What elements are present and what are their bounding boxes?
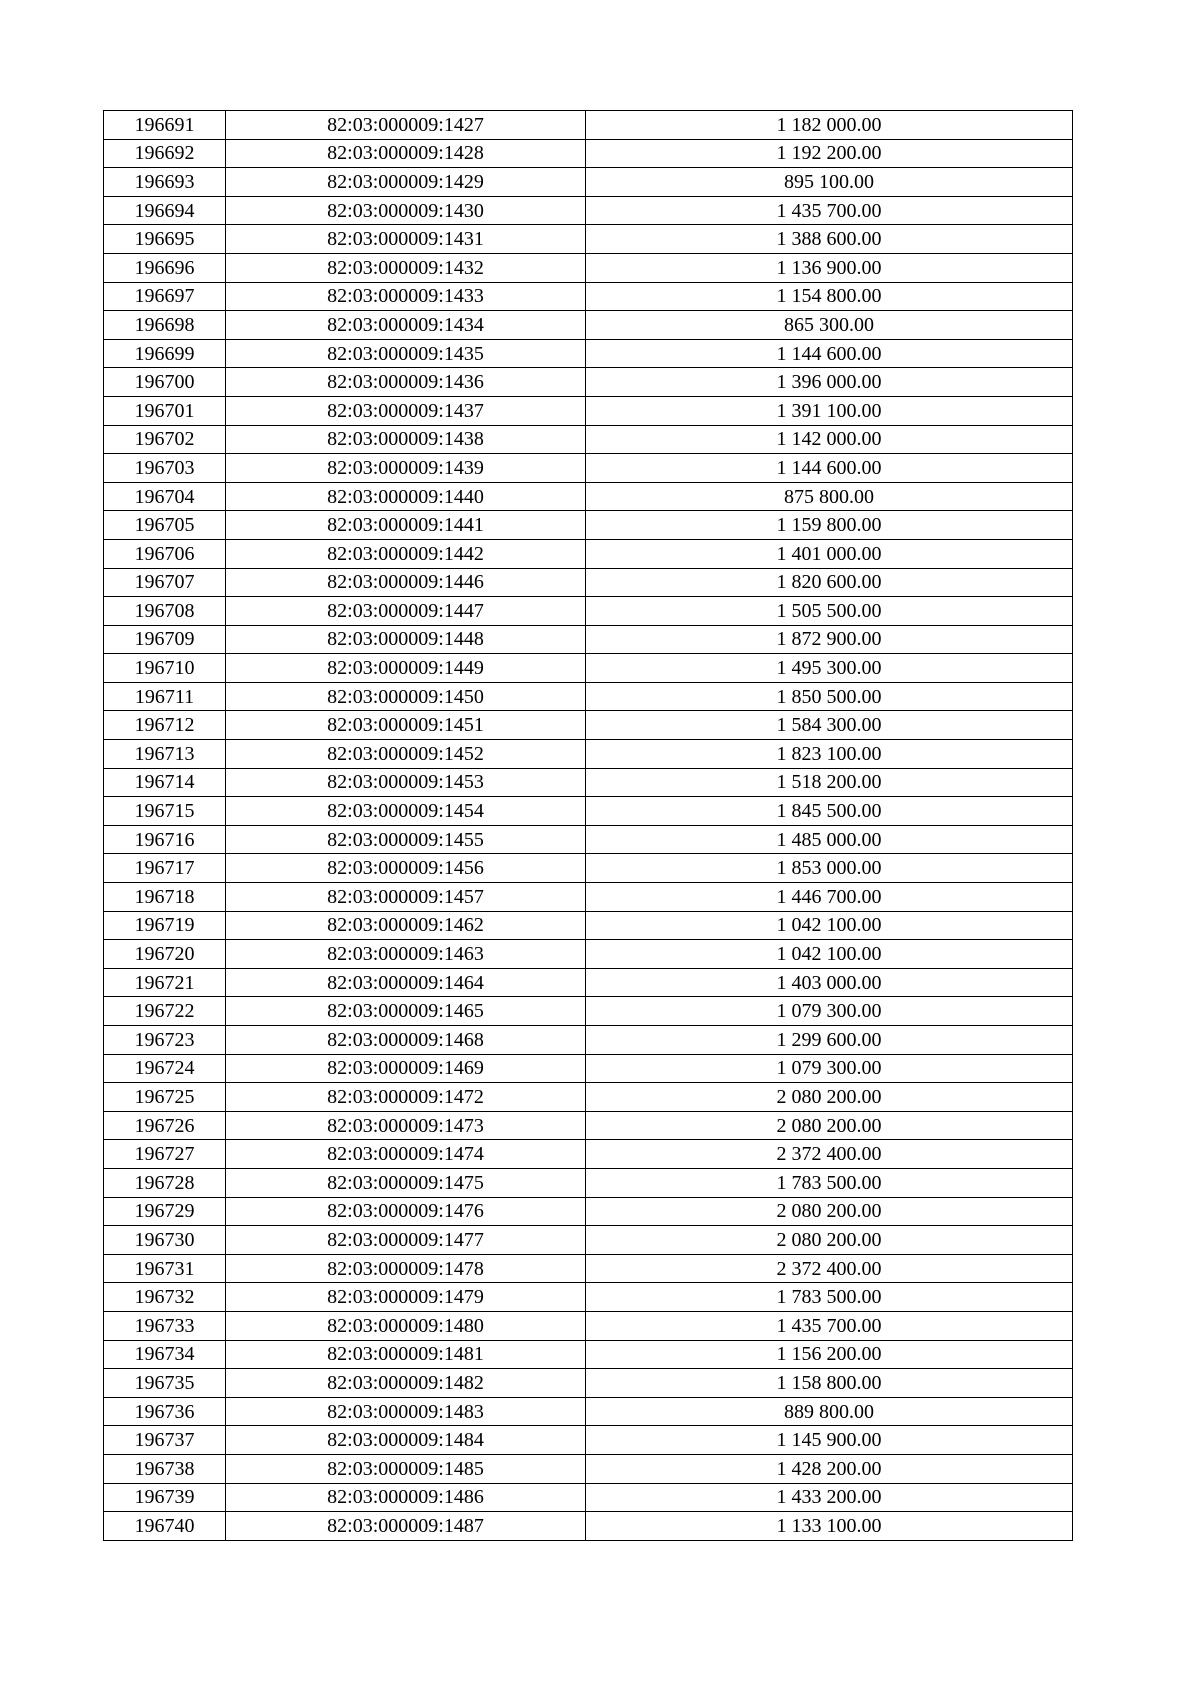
cadastral-number-cell: 82:03:000009:1486 [226, 1483, 586, 1512]
cadastral-value-cell: 1 299 600.00 [586, 1026, 1073, 1055]
table-row [104, 911, 1073, 940]
table-row [104, 339, 1073, 368]
table-row [104, 1226, 1073, 1255]
cadastral-number-cell: 82:03:000009:1481 [226, 1340, 586, 1369]
row-number-cell: 196713 [104, 740, 226, 769]
table-row [104, 597, 1073, 626]
row-number-cell: 196739 [104, 1483, 226, 1512]
cadastral-number-cell: 82:03:000009:1469 [226, 1054, 586, 1083]
cadastral-value-cell: 2 372 400.00 [586, 1140, 1073, 1169]
cadastral-value-cell: 865 300.00 [586, 311, 1073, 340]
row-number-cell: 196709 [104, 625, 226, 654]
table-row [104, 682, 1073, 711]
table-row [104, 1454, 1073, 1483]
cadastral-value-cell: 1 872 900.00 [586, 625, 1073, 654]
cadastral-number-cell: 82:03:000009:1436 [226, 368, 586, 397]
cadastral-value-cell: 1 783 500.00 [586, 1168, 1073, 1197]
cadastral-value-cell: 2 080 200.00 [586, 1197, 1073, 1226]
cadastral-number-cell: 82:03:000009:1482 [226, 1369, 586, 1398]
table-row [104, 111, 1073, 140]
table-row [104, 1283, 1073, 1312]
row-number-cell: 196740 [104, 1512, 226, 1541]
cadastral-value-cell: 1 396 000.00 [586, 368, 1073, 397]
cadastral-value-cell: 1 435 700.00 [586, 196, 1073, 225]
cadastral-value-cell: 1 518 200.00 [586, 768, 1073, 797]
cadastral-value-cell: 1 433 200.00 [586, 1483, 1073, 1512]
cadastral-number-cell: 82:03:000009:1428 [226, 139, 586, 168]
row-number-cell: 196735 [104, 1369, 226, 1398]
table-row [104, 968, 1073, 997]
row-number-cell: 196715 [104, 797, 226, 826]
cadastral-number-cell: 82:03:000009:1477 [226, 1226, 586, 1255]
cadastral-number-cell: 82:03:000009:1432 [226, 253, 586, 282]
table-row [104, 854, 1073, 883]
table-row [104, 997, 1073, 1026]
table-body [104, 111, 1073, 1541]
cadastral-value-cell: 1 391 100.00 [586, 396, 1073, 425]
row-number-cell: 196712 [104, 711, 226, 740]
table-row [104, 225, 1073, 254]
cadastral-value-cell: 1 079 300.00 [586, 1054, 1073, 1083]
cadastral-number-cell: 82:03:000009:1429 [226, 168, 586, 197]
cadastral-value-cell: 1 154 800.00 [586, 282, 1073, 311]
cadastral-number-cell: 82:03:000009:1441 [226, 511, 586, 540]
row-number-cell: 196717 [104, 854, 226, 883]
row-number-cell: 196722 [104, 997, 226, 1026]
cadastral-value-cell: 889 800.00 [586, 1397, 1073, 1426]
cadastral-number-cell: 82:03:000009:1462 [226, 911, 586, 940]
row-number-cell: 196700 [104, 368, 226, 397]
table-row [104, 311, 1073, 340]
cadastral-number-cell: 82:03:000009:1475 [226, 1168, 586, 1197]
cadastral-value-cell: 1 850 500.00 [586, 682, 1073, 711]
cadastral-number-cell: 82:03:000009:1438 [226, 425, 586, 454]
cadastral-value-cell: 1 133 100.00 [586, 1512, 1073, 1541]
cadastral-number-cell: 82:03:000009:1479 [226, 1283, 586, 1312]
cadastral-value-cell: 1 136 900.00 [586, 253, 1073, 282]
cadastral-value-cell: 1 428 200.00 [586, 1454, 1073, 1483]
row-number-cell: 196710 [104, 654, 226, 683]
table-row [104, 282, 1073, 311]
cadastral-value-cell: 1 144 600.00 [586, 454, 1073, 483]
row-number-cell: 196734 [104, 1340, 226, 1369]
row-number-cell: 196691 [104, 111, 226, 140]
row-number-cell: 196723 [104, 1026, 226, 1055]
table-row [104, 1340, 1073, 1369]
cadastral-number-cell: 82:03:000009:1451 [226, 711, 586, 740]
cadastral-value-cell: 1 495 300.00 [586, 654, 1073, 683]
cadastral-number-cell: 82:03:000009:1433 [226, 282, 586, 311]
row-number-cell: 196711 [104, 682, 226, 711]
table-row [104, 1168, 1073, 1197]
cadastral-number-cell: 82:03:000009:1442 [226, 539, 586, 568]
cadastral-value-cell: 1 159 800.00 [586, 511, 1073, 540]
cadastral-value-cell: 2 080 200.00 [586, 1226, 1073, 1255]
cadastral-number-cell: 82:03:000009:1476 [226, 1197, 586, 1226]
cadastral-number-cell: 82:03:000009:1487 [226, 1512, 586, 1541]
cadastral-number-cell: 82:03:000009:1427 [226, 111, 586, 140]
table-row [104, 168, 1073, 197]
table-row [104, 797, 1073, 826]
row-number-cell: 196706 [104, 539, 226, 568]
cadastral-value-cell: 1 079 300.00 [586, 997, 1073, 1026]
table-row [104, 883, 1073, 912]
cadastral-number-cell: 82:03:000009:1448 [226, 625, 586, 654]
row-number-cell: 196696 [104, 253, 226, 282]
row-number-cell: 196697 [104, 282, 226, 311]
cadastral-value-cell: 895 100.00 [586, 168, 1073, 197]
cadastral-value-cell: 1 156 200.00 [586, 1340, 1073, 1369]
table-row [104, 768, 1073, 797]
cadastral-value-cell: 1 042 100.00 [586, 911, 1073, 940]
cadastral-number-cell: 82:03:000009:1434 [226, 311, 586, 340]
table-row [104, 625, 1073, 654]
cadastral-value-cell: 875 800.00 [586, 482, 1073, 511]
table-row [104, 425, 1073, 454]
row-number-cell: 196704 [104, 482, 226, 511]
table-row [104, 711, 1073, 740]
cadastral-number-cell: 82:03:000009:1439 [226, 454, 586, 483]
cadastral-number-cell: 82:03:000009:1435 [226, 339, 586, 368]
table-row [104, 1254, 1073, 1283]
row-number-cell: 196708 [104, 597, 226, 626]
row-number-cell: 196721 [104, 968, 226, 997]
cadastral-number-cell: 82:03:000009:1480 [226, 1311, 586, 1340]
table-row [104, 654, 1073, 683]
cadastral-number-cell: 82:03:000009:1484 [226, 1426, 586, 1455]
row-number-cell: 196716 [104, 825, 226, 854]
cadastral-number-cell: 82:03:000009:1430 [226, 196, 586, 225]
table-row [104, 1397, 1073, 1426]
table-row [104, 454, 1073, 483]
cadastral-number-cell: 82:03:000009:1465 [226, 997, 586, 1026]
table-row [104, 740, 1073, 769]
cadastral-value-table [103, 110, 1073, 1541]
table-row [104, 1311, 1073, 1340]
cadastral-number-cell: 82:03:000009:1455 [226, 825, 586, 854]
cadastral-value-cell: 1 192 200.00 [586, 139, 1073, 168]
table-row [104, 1111, 1073, 1140]
cadastral-value-cell: 1 584 300.00 [586, 711, 1073, 740]
cadastral-number-cell: 82:03:000009:1456 [226, 854, 586, 883]
cadastral-value-cell: 1 182 000.00 [586, 111, 1073, 140]
table-row [104, 1140, 1073, 1169]
row-number-cell: 196699 [104, 339, 226, 368]
row-number-cell: 196720 [104, 940, 226, 969]
row-number-cell: 196698 [104, 311, 226, 340]
cadastral-value-cell: 1 403 000.00 [586, 968, 1073, 997]
cadastral-value-cell: 1 845 500.00 [586, 797, 1073, 826]
cadastral-value-cell: 1 783 500.00 [586, 1283, 1073, 1312]
cadastral-value-cell: 2 080 200.00 [586, 1111, 1073, 1140]
cadastral-number-cell: 82:03:000009:1452 [226, 740, 586, 769]
table-row [104, 511, 1073, 540]
row-number-cell: 196730 [104, 1226, 226, 1255]
cadastral-number-cell: 82:03:000009:1457 [226, 883, 586, 912]
cadastral-number-cell: 82:03:000009:1474 [226, 1140, 586, 1169]
cadastral-number-cell: 82:03:000009:1440 [226, 482, 586, 511]
cadastral-number-cell: 82:03:000009:1437 [226, 396, 586, 425]
cadastral-number-cell: 82:03:000009:1464 [226, 968, 586, 997]
table-row [104, 396, 1073, 425]
row-number-cell: 196733 [104, 1311, 226, 1340]
cadastral-number-cell: 82:03:000009:1478 [226, 1254, 586, 1283]
cadastral-value-cell: 1 144 600.00 [586, 339, 1073, 368]
row-number-cell: 196703 [104, 454, 226, 483]
row-number-cell: 196738 [104, 1454, 226, 1483]
cadastral-number-cell: 82:03:000009:1472 [226, 1083, 586, 1112]
row-number-cell: 196701 [104, 396, 226, 425]
row-number-cell: 196718 [104, 883, 226, 912]
cadastral-number-cell: 82:03:000009:1453 [226, 768, 586, 797]
cadastral-value-cell: 1 820 600.00 [586, 568, 1073, 597]
cadastral-number-cell: 82:03:000009:1450 [226, 682, 586, 711]
cadastral-number-cell: 82:03:000009:1446 [226, 568, 586, 597]
row-number-cell: 196705 [104, 511, 226, 540]
cadastral-value-cell: 1 823 100.00 [586, 740, 1073, 769]
cadastral-value-cell: 1 042 100.00 [586, 940, 1073, 969]
cadastral-value-cell: 1 435 700.00 [586, 1311, 1073, 1340]
table-row [104, 1512, 1073, 1541]
cadastral-value-cell: 2 372 400.00 [586, 1254, 1073, 1283]
table-row [104, 539, 1073, 568]
cadastral-number-cell: 82:03:000009:1483 [226, 1397, 586, 1426]
row-number-cell: 196692 [104, 139, 226, 168]
table-row [104, 1369, 1073, 1398]
cadastral-number-cell: 82:03:000009:1468 [226, 1026, 586, 1055]
table-row [104, 482, 1073, 511]
cadastral-value-cell: 1 388 600.00 [586, 225, 1073, 254]
row-number-cell: 196737 [104, 1426, 226, 1455]
cadastral-number-cell: 82:03:000009:1431 [226, 225, 586, 254]
cadastral-value-cell: 1 853 000.00 [586, 854, 1073, 883]
row-number-cell: 196694 [104, 196, 226, 225]
row-number-cell: 196736 [104, 1397, 226, 1426]
cadastral-value-cell: 1 142 000.00 [586, 425, 1073, 454]
table-row [104, 568, 1073, 597]
cadastral-number-cell: 82:03:000009:1463 [226, 940, 586, 969]
table-row [104, 139, 1073, 168]
row-number-cell: 196707 [104, 568, 226, 597]
row-number-cell: 196729 [104, 1197, 226, 1226]
cadastral-value-cell: 1 401 000.00 [586, 539, 1073, 568]
cadastral-value-cell: 1 145 900.00 [586, 1426, 1073, 1455]
row-number-cell: 196702 [104, 425, 226, 454]
cadastral-number-cell: 82:03:000009:1447 [226, 597, 586, 626]
cadastral-number-cell: 82:03:000009:1485 [226, 1454, 586, 1483]
table-row [104, 368, 1073, 397]
row-number-cell: 196732 [104, 1283, 226, 1312]
cadastral-number-cell: 82:03:000009:1454 [226, 797, 586, 826]
table-row [104, 1483, 1073, 1512]
row-number-cell: 196726 [104, 1111, 226, 1140]
row-number-cell: 196725 [104, 1083, 226, 1112]
table-row [104, 1083, 1073, 1112]
row-number-cell: 196719 [104, 911, 226, 940]
table-row [104, 1026, 1073, 1055]
row-number-cell: 196727 [104, 1140, 226, 1169]
table-row [104, 825, 1073, 854]
row-number-cell: 196714 [104, 768, 226, 797]
cadastral-number-cell: 82:03:000009:1473 [226, 1111, 586, 1140]
table-row [104, 1426, 1073, 1455]
cadastral-value-cell: 1 485 000.00 [586, 825, 1073, 854]
table-row [104, 1197, 1073, 1226]
cadastral-value-cell: 2 080 200.00 [586, 1083, 1073, 1112]
table-row [104, 1054, 1073, 1083]
table-row [104, 940, 1073, 969]
row-number-cell: 196728 [104, 1168, 226, 1197]
table-row [104, 196, 1073, 225]
cadastral-value-cell: 1 505 500.00 [586, 597, 1073, 626]
cadastral-number-cell: 82:03:000009:1449 [226, 654, 586, 683]
table-row [104, 253, 1073, 282]
cadastral-value-cell: 1 446 700.00 [586, 883, 1073, 912]
cadastral-value-cell: 1 158 800.00 [586, 1369, 1073, 1398]
row-number-cell: 196724 [104, 1054, 226, 1083]
row-number-cell: 196693 [104, 168, 226, 197]
row-number-cell: 196695 [104, 225, 226, 254]
row-number-cell: 196731 [104, 1254, 226, 1283]
